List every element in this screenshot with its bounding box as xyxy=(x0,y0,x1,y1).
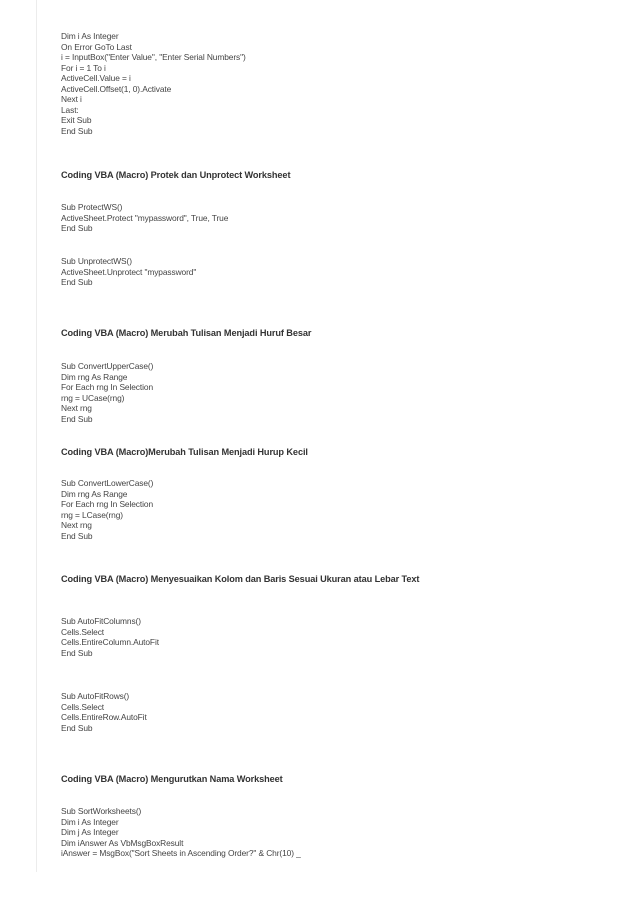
code-block-sort xyxy=(61,806,601,859)
code-line: End Sub xyxy=(61,413,93,424)
code-line: ActiveCell.Value = i xyxy=(61,73,131,83)
code-line: On Error GoTo Last xyxy=(61,41,132,52)
section-heading-autofit: Coding VBA (Macro) Menyesuaikan Kolom dan Baris Sesuai Ukuran atau Lebar Text xyxy=(61,574,420,584)
code-block-lowercase xyxy=(61,478,601,541)
code-block-uppercase xyxy=(61,361,601,424)
code-line: Sub AutoFitRows() xyxy=(61,691,130,701)
code-line: End Sub xyxy=(61,530,93,541)
section-heading-protect: Coding VBA (Macro) Protek dan Unprotect Worksheet xyxy=(61,170,291,180)
code-line: Dim i As Integer xyxy=(61,816,119,827)
code-line: For Each rng In Selection xyxy=(61,382,154,392)
code-line: For i = 1 To i xyxy=(61,62,106,73)
code-line: End Sub xyxy=(61,722,93,733)
left-margin-rule xyxy=(36,0,37,872)
code-line: ActiveCell.Offset(1, 0).Activate xyxy=(61,83,172,94)
code-line: Cells.Select xyxy=(61,701,105,712)
code-line: For Each rng In Selection xyxy=(61,499,154,509)
code-line: i = InputBox("Enter Value", "Enter Serial Numbers") xyxy=(61,52,246,62)
code-line: rng = UCase(rng) xyxy=(61,392,125,403)
code-line: End Sub xyxy=(61,277,93,287)
code-line: End Sub xyxy=(61,647,93,658)
code-line: Dim j As Integer xyxy=(61,827,119,837)
code-line: rng = LCase(rng) xyxy=(61,509,123,520)
code-line: Cells.EntireRow.AutoFit xyxy=(61,712,147,722)
code-line: Next rng xyxy=(61,520,92,530)
code-block-intro xyxy=(61,31,601,136)
code-line: End Sub xyxy=(61,125,93,136)
code-line: Dim rng As Range xyxy=(61,488,128,499)
code-line: Sub ConvertUpperCase() xyxy=(61,361,154,371)
code-line: Cells.EntireColumn.AutoFit xyxy=(61,637,159,647)
code-line: Sub ProtectWS() xyxy=(61,202,123,212)
code-line: Sub SortWorksheets() xyxy=(61,806,142,816)
code-line: Dim rng As Range xyxy=(61,371,128,382)
code-line: iAnswer = MsgBox("Sort Sheets in Ascending Order?" & Chr(10) _ xyxy=(61,848,301,858)
code-line: Dim i As Integer xyxy=(61,31,119,41)
section-heading-sort: Coding VBA (Macro) Mengurutkan Nama Worksheet xyxy=(61,774,283,784)
code-line: Last: xyxy=(61,104,79,115)
section-heading-lowercase: Coding VBA (Macro)Merubah Tulisan Menjadi Hurup Kecil xyxy=(61,447,308,457)
code-line: Cells.Select xyxy=(61,626,105,637)
code-block-protect xyxy=(61,202,601,234)
code-line: ActiveSheet.Unprotect "mypassword" xyxy=(61,266,197,277)
code-line: Sub ConvertLowerCase() xyxy=(61,478,154,488)
code-line: ActiveSheet.Protect "mypassword", True, True xyxy=(61,212,229,223)
code-line: Next i xyxy=(61,94,82,104)
code-line: Next rng xyxy=(61,403,92,413)
code-line: Dim iAnswer As VbMsgBoxResult xyxy=(61,837,184,848)
code-block-unprotect xyxy=(61,256,601,288)
code-line: Sub AutoFitColumns() xyxy=(61,616,141,626)
code-line: Sub UnprotectWS() xyxy=(61,256,132,266)
code-line: Exit Sub xyxy=(61,115,92,125)
code-block-autofit-rows xyxy=(61,691,601,733)
section-heading-uppercase: Coding VBA (Macro) Merubah Tulisan Menjadi Huruf Besar xyxy=(61,328,312,338)
code-block-autofit-columns xyxy=(61,616,601,658)
code-line: End Sub xyxy=(61,223,93,233)
